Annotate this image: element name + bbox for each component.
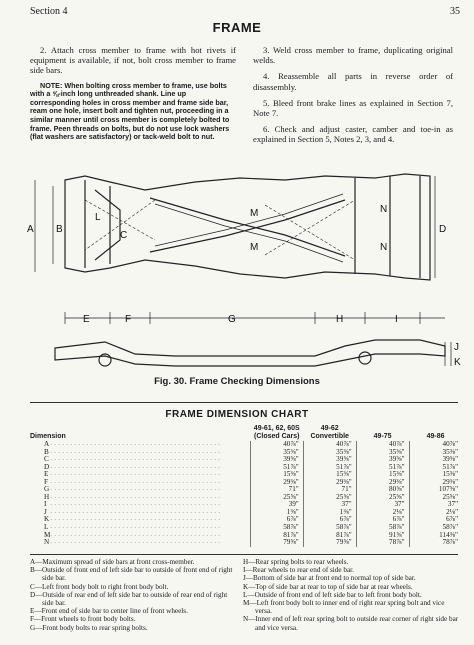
value-49-86: 107⅝": [409, 486, 462, 494]
label-i: I: [395, 314, 398, 325]
value-closed-cars: 1⅜": [250, 509, 303, 517]
legend-item: G—Front body bolts to rear spring bolts.: [30, 623, 148, 632]
value-49-86: 35⅜": [409, 449, 462, 457]
x-member: [150, 198, 345, 256]
value-closed-cars: 35⅜": [250, 449, 303, 457]
dot-leader: . . . . . . . . . . . . . . . . . . . . . . . . . . . . . . . . . . . . . . . . . . .: [50, 471, 221, 478]
row-letter: N: [44, 539, 50, 547]
legend-item: B—Outside of front end of left side bar to outside of front end of right side bar.: [30, 566, 233, 583]
value-closed-cars: 40⅞": [250, 441, 303, 449]
bolting-note: NOTE: When bolting cross member to frame, use bolts with a ⅝-inch long unthreaded shank. Line up corresponding holes in cross member and frame side bar, ream one hole, insert bolt and tighten nut, proceeding in a similar manner until cross member is completely bolted to frame. Peen threads on bolts, but do not use lock washers (flat washers are satisfactory) or tack-weld bolt to nut.: [30, 80, 230, 142]
value-49-75: 78⅞": [356, 539, 409, 547]
legend-item: K—Top of side bar at rear to top of side bar at rear wheels.: [243, 582, 413, 591]
legend-left-column: [30, 558, 238, 632]
front-crossmember: [85, 180, 120, 268]
value-convertible: 51⅞": [303, 464, 356, 472]
value-49-86: 51⅞": [409, 464, 462, 472]
label-a: A: [27, 224, 34, 235]
jk-dimension-lines: [445, 342, 451, 366]
label-n: N: [380, 204, 388, 215]
dot-leader: . . . . . . . . . . . . . . . . . . . . . . . . . . . . . . . . . . . . . . . . . . .: [50, 478, 221, 485]
legend-right-column: [243, 558, 463, 632]
value-49-75: 29⅜": [356, 479, 409, 487]
legend-item: H—Rear spring bolts to rear wheels.: [243, 558, 349, 566]
table-row: [30, 509, 462, 517]
row-letter: G: [44, 486, 50, 494]
label-d: D: [439, 224, 447, 235]
label-n-lower: N: [380, 242, 388, 253]
row-letter: C: [44, 456, 49, 464]
value-convertible: 40⅞": [303, 441, 356, 449]
rear-crossmembers: [355, 176, 420, 278]
frame-diagram: [25, 160, 465, 380]
table-row: [30, 479, 462, 487]
label-c: C: [120, 230, 128, 241]
label-g: G: [228, 314, 236, 325]
legend-item: I—Rear wheels to rear end of side bar.: [243, 566, 354, 575]
legend-item: L—Outside of front end of left side bar to left front body bolt.: [243, 590, 422, 599]
value-49-86: 15⅜": [409, 471, 462, 479]
legend-item: N—Inner end of left rear spring bolt to outside rear corner of right side bar and vice versa.: [243, 615, 459, 632]
legend-item: D—Outside of rear end of left side bar to outside of rear end of right side bar.: [30, 590, 228, 608]
row-letter: M: [44, 531, 51, 539]
value-closed-cars: 79⅝": [250, 539, 303, 547]
column-header-49-86: 49-86: [426, 433, 445, 440]
row-letter: J: [44, 508, 47, 516]
label-f: F: [125, 314, 132, 325]
value-convertible: 58⅞": [303, 524, 356, 532]
value-49-75: 2⅛": [356, 509, 409, 517]
table-row: [30, 486, 462, 494]
length-dimension-line: [65, 312, 445, 324]
step-4-text: 4. Reassemble all parts in reverse order of disassembly.: [253, 71, 453, 92]
value-49-75: 35⅜": [356, 449, 409, 457]
value-49-86: 25⅝": [409, 494, 462, 502]
dot-leader: . . . . . . . . . . . . . . . . . . . . . . . . . . . . . . . . . . . . . . . . . . .: [50, 501, 221, 508]
value-49-75: 39⅝": [356, 456, 409, 464]
dot-leader: . . . . . . . . . . . . . . . . . . . . . . . . . . . . . . . . . . . . . . . . . . .: [50, 539, 221, 546]
column-header-convertible: 49-62 Convertible: [310, 425, 349, 440]
table-header-row: [30, 425, 462, 441]
column-header-closed-cars: 49-61, 62, 60S (Closed Cars): [253, 425, 300, 440]
value-49-75: 6⅞": [356, 516, 409, 524]
label-m: M: [250, 208, 259, 219]
table-row: [30, 494, 462, 502]
value-convertible: 1⅜": [303, 509, 356, 517]
row-letter: B: [44, 448, 49, 456]
row-letter: E: [44, 471, 49, 479]
frame-side-view: [55, 340, 445, 366]
dot-leader: . . . . . . . . . . . . . . . . . . . . . . . . . . . . . . . . . . . . . . . . . . .: [50, 441, 221, 447]
value-49-86: 78⅞": [409, 539, 462, 547]
value-49-75: 80⅝": [356, 486, 409, 494]
divider-bottom: [30, 554, 458, 555]
value-49-86: 6⅞": [409, 516, 462, 524]
dot-leader: . . . . . . . . . . . . . . . . . . . . . . . . . . . . . . . . . . . . . . . . . . .: [50, 486, 221, 493]
row-letter: F: [44, 478, 48, 486]
value-49-75: 37": [356, 501, 409, 509]
step-3-text: 3. Weld cross member to frame, duplicating original welds.: [253, 45, 453, 66]
value-closed-cars: 6⅞": [250, 516, 303, 524]
value-49-75: 25⅝": [356, 494, 409, 502]
label-m-lower: M: [250, 242, 259, 253]
table-row: [30, 532, 462, 540]
value-convertible: 6⅞": [303, 516, 356, 524]
value-convertible: 25⅝": [303, 494, 356, 502]
value-closed-cars: 58⅞": [250, 524, 303, 532]
table-row: [30, 449, 462, 457]
label-b: B: [56, 224, 63, 235]
table-row: [30, 456, 462, 464]
value-closed-cars: 71": [250, 486, 303, 494]
value-convertible: 81⅞": [303, 532, 356, 540]
rear-wheel-center: [359, 352, 371, 364]
label-e: E: [83, 314, 90, 325]
value-closed-cars: 39⅝": [250, 456, 303, 464]
value-convertible: 39⅝": [303, 456, 356, 464]
value-convertible: 15⅜": [303, 471, 356, 479]
value-convertible: 35⅜": [303, 449, 356, 457]
value-49-86: 29⅜": [409, 479, 462, 487]
value-49-86: 114⅜": [409, 532, 462, 540]
value-convertible: 79⅝": [303, 539, 356, 547]
legend-item: M—Left front body bolt to inner end of right rear spring bolt and vice versa.: [243, 599, 445, 616]
row-letter: L: [44, 524, 49, 532]
value-49-86: 40⅞": [409, 441, 462, 449]
legend-item: E—Front end of side bar to center line of front wheels.: [30, 607, 188, 616]
dot-leader: . . . . . . . . . . . . . . . . . . . . . . . . . . . . . . . . . . . . . . . . . . .: [50, 508, 221, 515]
row-letter: K: [44, 516, 50, 524]
row-letter: D: [44, 463, 50, 471]
value-49-86: 2⅛": [409, 509, 462, 517]
value-convertible: 29⅜": [303, 479, 356, 487]
table-row: [30, 501, 462, 509]
value-49-86: 58⅞": [409, 524, 462, 532]
step-2-text: 2. Attach cross member to frame with hot rivets if equipment is available, if not, bolt cross member to frame side bars.: [30, 45, 236, 76]
step-6-text: 6. Check and adjust caster, camber and toe-in as explained in Section 5, Notes 2, 3, and 4.: [253, 124, 453, 145]
row-letter: I: [44, 501, 47, 509]
figure-caption: Fig. 30. Frame Checking Dimensions: [154, 376, 320, 387]
table-row: [30, 464, 462, 472]
dot-leader: . . . . . . . . . . . . . . . . . . . . . . . . . . . . . . . . . . . . . . . . . . .: [50, 516, 221, 523]
legend-item: J—Bottom of side bar at front end to normal top of side bar.: [243, 574, 416, 583]
value-49-75: 15⅜": [356, 471, 409, 479]
table-row: [30, 524, 462, 532]
dimension-table-body: [30, 441, 462, 547]
label-k: K: [454, 357, 461, 368]
dot-leader: . . . . . . . . . . . . . . . . . . . . . . . . . . . . . . . . . . . . . . . . . . .: [50, 448, 221, 455]
row-letter: A: [44, 441, 50, 448]
legend-item: F—Front wheels to front body bolts.: [30, 615, 136, 624]
divider-top: [30, 402, 458, 403]
value-49-86: 37": [409, 501, 462, 509]
left-column: [30, 45, 236, 148]
value-49-75: 58⅞": [356, 524, 409, 532]
section-label: Section 4: [30, 6, 68, 17]
value-closed-cars: 29⅜": [250, 479, 303, 487]
label-j: J: [454, 342, 459, 353]
page-number: 35: [450, 6, 460, 17]
value-closed-cars: 81⅞": [250, 532, 303, 540]
table-row: [30, 539, 462, 547]
diagonal-m-n: [265, 200, 355, 260]
value-convertible: 71": [303, 486, 356, 494]
dot-leader: . . . . . . . . . . . . . . . . . . . . . . . . . . . . . . . . . . . . . . . . . . .: [50, 463, 221, 470]
value-closed-cars: 39": [250, 501, 303, 509]
table-row: [30, 471, 462, 479]
x-member-inner: [155, 194, 343, 262]
step-5-text: 5. Bleed front brake lines as explained in Section 7, Note 7.: [253, 97, 453, 119]
column-header-49-75: 49-75: [373, 433, 392, 440]
value-closed-cars: 51⅞": [250, 464, 303, 472]
value-convertible: 37": [303, 501, 356, 509]
table-row: [30, 441, 462, 449]
value-49-75: 51⅞": [356, 464, 409, 472]
label-h: H: [336, 314, 344, 325]
legend-item: C—Left front body bolt to right front body bolt.: [30, 582, 169, 591]
dot-leader: . . . . . . . . . . . . . . . . . . . . . . . . . . . . . . . . . . . . . . . . . . .: [50, 493, 221, 500]
row-letter: H: [44, 493, 50, 501]
label-l: L: [95, 212, 101, 223]
dot-leader: . . . . . . . . . . . . . . . . . . . . . . . . . . . . . . . . . . . . . . . . . . .: [50, 524, 221, 531]
value-closed-cars: 25⅝": [250, 494, 303, 502]
dot-leader: . . . . . . . . . . . . . . . . . . . . . . . . . . . . . . . . . . . . . . . . . . .: [50, 531, 221, 538]
value-49-75: 40⅞": [356, 441, 409, 449]
page-title: FRAME: [212, 20, 262, 35]
dimension-header: Dimension: [30, 433, 66, 440]
value-49-86: 39⅝": [409, 456, 462, 464]
chart-title: FRAME DIMENSION CHART: [165, 409, 309, 420]
value-49-75: 91⅝": [356, 532, 409, 540]
dimension-table: [30, 425, 462, 547]
table-row: [30, 516, 462, 524]
value-closed-cars: 15⅜": [250, 471, 303, 479]
legend-item: A—Maximum spread of side bars at front cross-member.: [30, 558, 195, 566]
dot-leader: . . . . . . . . . . . . . . . . . . . . . . . . . . . . . . . . . . . . . . . . . . .: [50, 456, 221, 463]
right-column: [253, 45, 453, 151]
